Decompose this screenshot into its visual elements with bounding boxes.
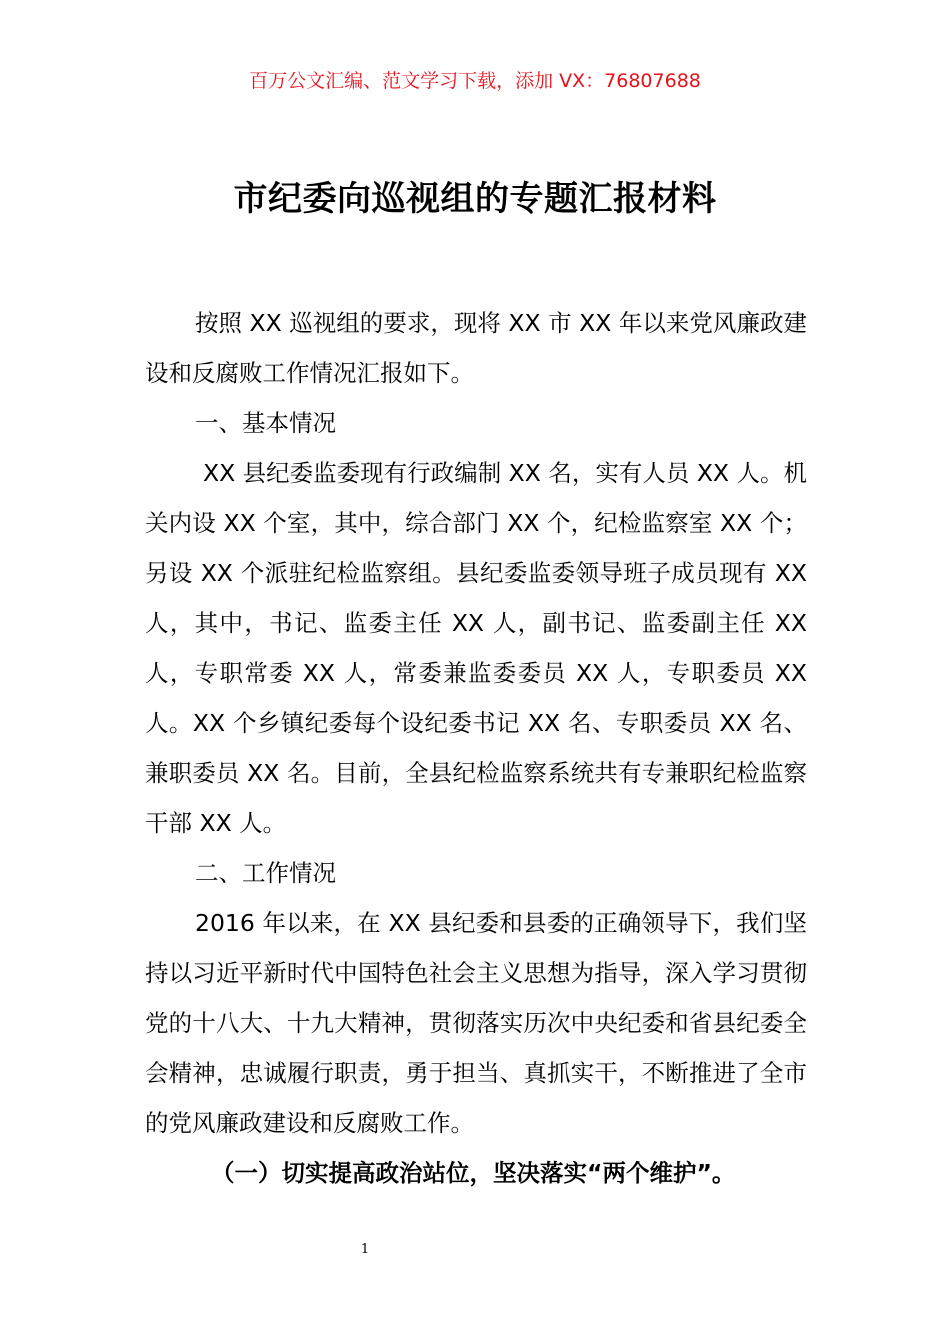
document-body	[145, 298, 807, 1198]
section-heading-work-situation: 二、工作情况	[195, 859, 336, 887]
page-number: 1	[360, 1242, 370, 1257]
work-situation-paragraph: 2016 年以来，在 XX 县纪委和县委的正确领导下，我们坚持以习近平新时代中国特色社会主义思想为指导，深入学习贯彻党的十八大、十九大精神，贯彻落实历次中央纪委和省县纪委全会精神，忠诚履行职责，勇于担当、真抓实干，不断推进了全市的党风廉政建设和反腐败工作。	[145, 909, 807, 1137]
subsection-heading-political-stance: （一）切实提高政治站位，坚决落实“两个维护”。	[211, 1159, 736, 1187]
document-title: 市纪委向巡视组的专题汇报材料	[233, 179, 717, 219]
basic-situation-paragraph: XX 县纪委监委现有行政编制 XX 名，实有人员 XX 人。机关内设 XX 个室，其中，综合部门 XX 个，纪检监察室 XX 个；另设 XX 个派驻纪检监察组。县纪委监委领导班子成员现有 XX 人，其中，书记、监委主任 XX 人，副书记、监委副主任 XX 人，专职常委 XX 人，常委兼监委委员 XX 人，专职委员 XX 人。XX 个乡镇纪委每个设纪委书记 XX 名、专职委员 XX 名、兼职委员 XX 名。目前，全县纪检监察系统共有专兼职纪检监察干部 XX 人。	[145, 459, 807, 837]
promo-header-banner: 百万公文汇编、范文学习下载，添加 VX：76807688	[249, 70, 701, 92]
intro-paragraph: 按照 XX 巡视组的要求，现将 XX 市 XX 年以来党风廉政建设和反腐败工作情况汇报如下。	[145, 309, 807, 387]
section-heading-basic-situation: 一、基本情况	[195, 409, 336, 437]
